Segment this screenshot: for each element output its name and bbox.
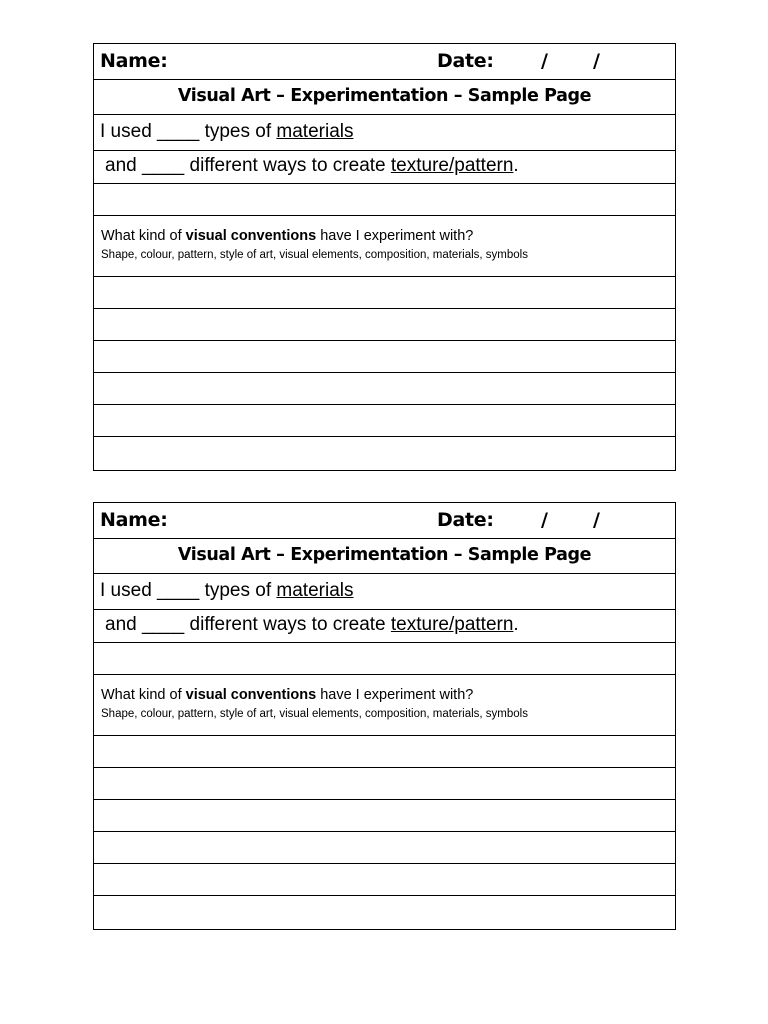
date-slash-1: / [541, 509, 548, 531]
question-suffix: have I experiment with? [316, 228, 474, 244]
date-label: Date: [437, 509, 494, 531]
question-suffix: have I experiment with? [316, 687, 474, 703]
materials-prefix: I used ____ types of [100, 121, 277, 142]
question-bold: visual conventions [185, 228, 317, 244]
question-hint: Shape, colour, pattern, style of art, visual elements, composition, materials, symbols [101, 708, 528, 720]
answer-line-1[interactable] [94, 736, 675, 768]
worksheet-title: Visual Art – Experimentation – Sample Page [177, 86, 592, 106]
date-slash-2: / [593, 50, 600, 72]
question-text [101, 228, 473, 244]
texture-word: texture/pattern [390, 155, 514, 176]
answer-line-3[interactable] [94, 800, 675, 832]
texture-sentence [105, 614, 519, 636]
question-text [101, 687, 473, 703]
answer-line-6[interactable] [94, 437, 675, 470]
question-prefix: What kind of [101, 228, 186, 244]
name-label: Name: [100, 50, 168, 72]
texture-row[interactable] [94, 610, 675, 643]
question-bold: visual conventions [185, 687, 317, 703]
texture-word: texture/pattern [390, 614, 514, 635]
name-date-row[interactable] [94, 503, 675, 539]
date-slash-2: / [593, 509, 600, 531]
answer-line-1[interactable] [94, 277, 675, 309]
materials-word: materials [276, 121, 354, 142]
answer-line-6[interactable] [94, 896, 675, 929]
texture-prefix: and ____ different ways to create [105, 155, 391, 176]
question-row [94, 675, 675, 736]
materials-row[interactable] [94, 115, 675, 151]
answer-line-5[interactable] [94, 864, 675, 896]
title-row [94, 539, 675, 574]
texture-suffix: . [513, 155, 519, 176]
materials-sentence [100, 580, 353, 602]
worksheet-1 [93, 43, 676, 471]
question-hint: Shape, colour, pattern, style of art, visual elements, composition, materials, symbols [101, 249, 528, 261]
answer-line-4[interactable] [94, 832, 675, 864]
materials-prefix: I used ____ types of [100, 580, 277, 601]
question-prefix: What kind of [101, 687, 186, 703]
question-row [94, 216, 675, 277]
materials-sentence [100, 121, 353, 143]
answer-line-4[interactable] [94, 373, 675, 405]
name-label: Name: [100, 509, 168, 531]
blank-row[interactable] [94, 643, 675, 675]
materials-word: materials [276, 580, 354, 601]
name-date-row[interactable] [94, 44, 675, 80]
texture-prefix: and ____ different ways to create [105, 614, 391, 635]
answer-line-5[interactable] [94, 405, 675, 437]
texture-row[interactable] [94, 151, 675, 184]
texture-suffix: . [513, 614, 519, 635]
answer-line-2[interactable] [94, 768, 675, 800]
date-slash-1: / [541, 50, 548, 72]
worksheet-title: Visual Art – Experimentation – Sample Page [177, 545, 592, 565]
title-row [94, 80, 675, 115]
texture-sentence [105, 155, 519, 177]
blank-row[interactable] [94, 184, 675, 216]
answer-line-3[interactable] [94, 341, 675, 373]
materials-row[interactable] [94, 574, 675, 610]
date-label: Date: [437, 50, 494, 72]
answer-line-2[interactable] [94, 309, 675, 341]
worksheet-2 [93, 502, 676, 930]
